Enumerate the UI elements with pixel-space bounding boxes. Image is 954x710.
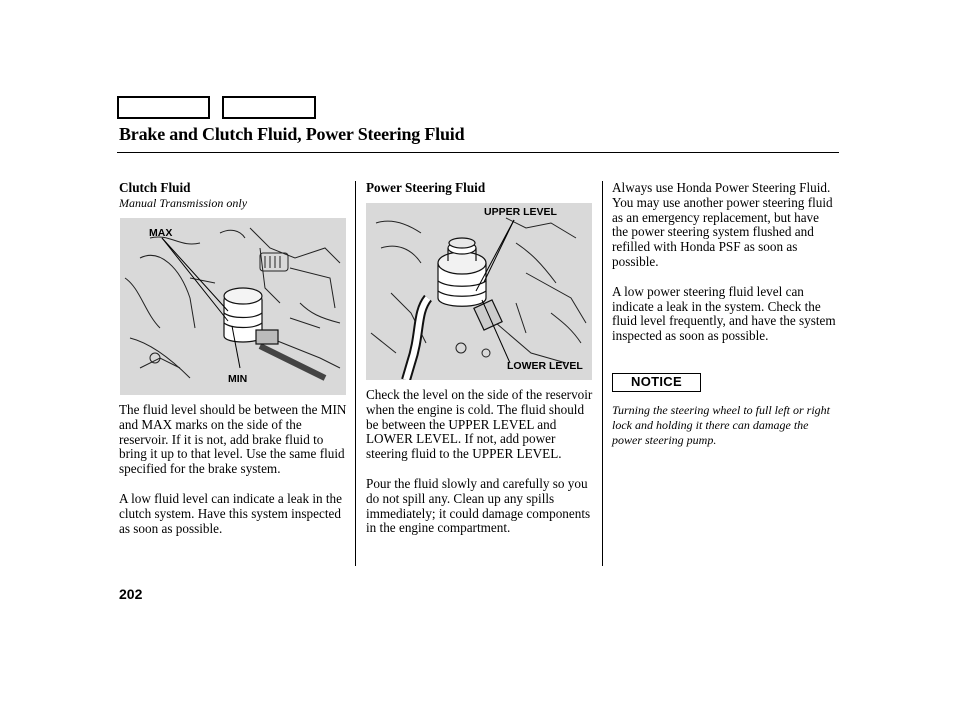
upper-level-label: UPPER LEVEL — [484, 206, 557, 218]
page-number: 202 — [119, 586, 143, 602]
nav-tab-2[interactable] — [222, 96, 316, 119]
max-label: MAX — [149, 227, 173, 239]
power-steering-reservoir-illustration — [366, 203, 592, 380]
nav-tab-1[interactable] — [117, 96, 210, 119]
right-paragraph-2: A low power steering fluid level can indicate a leak in the system. Check the fluid level frequently, and have the system inspected as soon as possible. — [612, 283, 836, 344]
min-label: MIN — [228, 373, 248, 385]
column-divider-2 — [602, 181, 603, 566]
power-steering-column — [366, 181, 598, 196]
clutch-reservoir-illustration — [120, 218, 346, 395]
title-rule — [117, 152, 839, 153]
lower-level-label: LOWER LEVEL — [507, 360, 583, 372]
right-column — [612, 181, 838, 344]
clutch-paragraph-1: The fluid level should be between the MIN and MAX marks on the side of the reservoir. If it is not, add brake fluid to bring it up to that level. Use the same fluid specified for the brake system. — [119, 402, 347, 477]
power-steering-heading: Power Steering Fluid — [366, 180, 486, 195]
power-steering-body — [366, 388, 598, 536]
clutch-column — [119, 181, 349, 211]
clutch-subheading: Manual Transmission only — [119, 195, 248, 210]
clutch-heading: Clutch Fluid — [119, 180, 191, 195]
clutch-paragraph-2: A low fluid level can indicate a leak in the clutch system. Have this system inspected as soon as possible. — [119, 490, 343, 536]
clutch-body — [119, 403, 349, 536]
power-steering-reservoir-drawing — [366, 203, 592, 380]
page-title: Brake and Clutch Fluid, Power Steering Fluid — [119, 124, 465, 144]
right-paragraph-1: Always use Honda Power Steering Fluid. You may use another power steering fluid as an emergency replacement, but have the power steering system flushed and refilled with Honda PSF as soon as possible. — [612, 180, 833, 269]
power-steering-paragraph-1: Check the level on the side of the reservoir when the engine is cold. The fluid should be between the UPPER LEVEL and LOWER LEVEL. If not, add power steering fluid to the UPPER LEVEL. — [366, 387, 593, 462]
power-steering-paragraph-2: Pour the fluid slowly and carefully so you do not spill any. Clean up any spills immediately; it could damage components in the engine compartment. — [366, 475, 591, 536]
notice-badge: NOTICE — [612, 373, 701, 392]
clutch-reservoir-drawing — [120, 218, 346, 395]
column-divider-1 — [355, 181, 356, 566]
notice-text: Turning the steering wheel to full left or right lock and holding it there can damage the power steering pump. — [612, 403, 830, 447]
